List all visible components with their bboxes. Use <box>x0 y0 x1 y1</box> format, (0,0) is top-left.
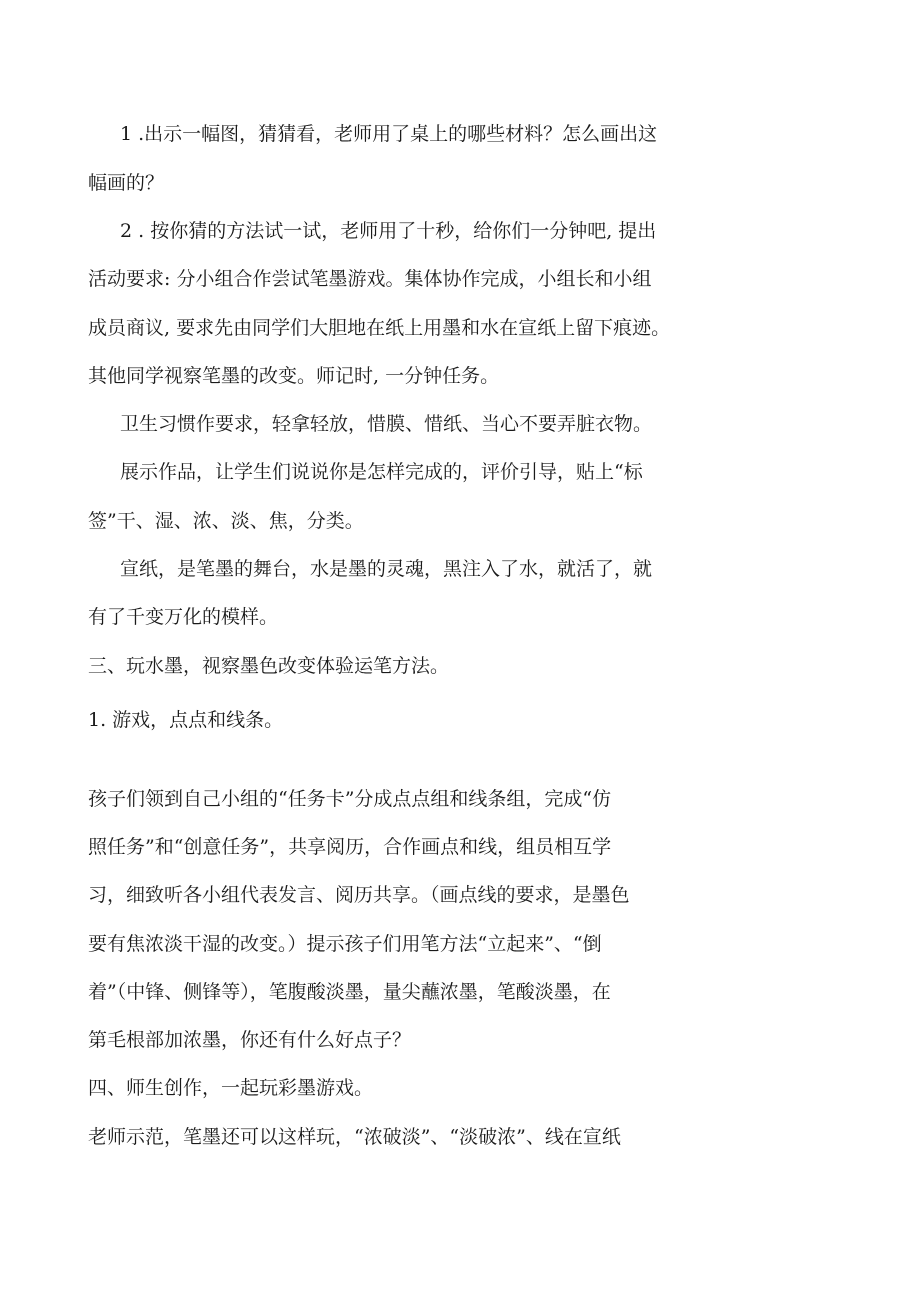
text-line: 孩子们领到自己小组的“任务卡”分成点点组和线条组，完成“仿 <box>88 788 612 810</box>
text-line: 活动要求: 分小组合作尝试笔墨游戏。集体协作完成，小组长和小组 <box>88 268 652 290</box>
text-line: 2 . 按你猜的方法试一试，老师用了十秒，给你们一分钟吧, 提出 <box>120 220 657 242</box>
section-heading: 三、玩水墨，视察墨色改变体验运笔方法。 <box>88 655 450 677</box>
text-line: 成员商议, 要求先由同学们大胆地在纸上用墨和水在宣纸上留下痕迹。 <box>88 317 671 339</box>
text-line: 1 .出示一幅图，猜猜看，老师用了桌上的哪些材料？怎么画出这 <box>120 123 658 145</box>
text-line: 老师示范，笔墨还可以这样玩，“浓破淡”、“淡破浓”、线在宣纸 <box>88 1126 621 1148</box>
text-line: 签”干、湿、浓、淡、焦，分类。 <box>88 510 364 532</box>
text-line: 着”（中锋、侧锋等），笔腹酸淡墨，量尖蘸浓墨，笔酸淡墨，在 <box>88 981 611 1003</box>
text-line: 其他同学视察笔墨的改变。师记时, 一分钟任务。 <box>88 365 500 387</box>
text-line: 习，细致听各小组代表发言、阅历共享。（画点线的要求，是墨色 <box>88 884 630 906</box>
text-line: 展示作品，让学生们说说你是怎样完成的，评价引导，贴上“标 <box>120 461 643 483</box>
text-line: 卫生习惯作要求，轻拿轻放，惜膜、惜纸、当心不要弄脏衣物。 <box>120 413 653 435</box>
text-line: 幅画的？ <box>88 172 165 194</box>
section-heading: 四、师生创作，一起玩彩墨游戏。 <box>88 1077 374 1099</box>
text-line: 有了千变万化的模样。 <box>88 606 279 628</box>
text-line: 照任务”和“创意任务”，共享阅历，合作画点和线，组员相互学 <box>88 836 612 858</box>
subsection-heading: 1. 游戏，点点和线条。 <box>88 709 284 731</box>
text-line: 要有焦浓淡干湿的改变。）提示孩子们用笔方法“立起来”、“倒 <box>88 933 602 955</box>
text-line: 宣纸，是笔墨的舞台，水是墨的灵魂，黑注入了水，就活了，就 <box>120 558 653 580</box>
text-line: 第毛根部加浓墨，你还有什么好点子？ <box>88 1029 412 1051</box>
